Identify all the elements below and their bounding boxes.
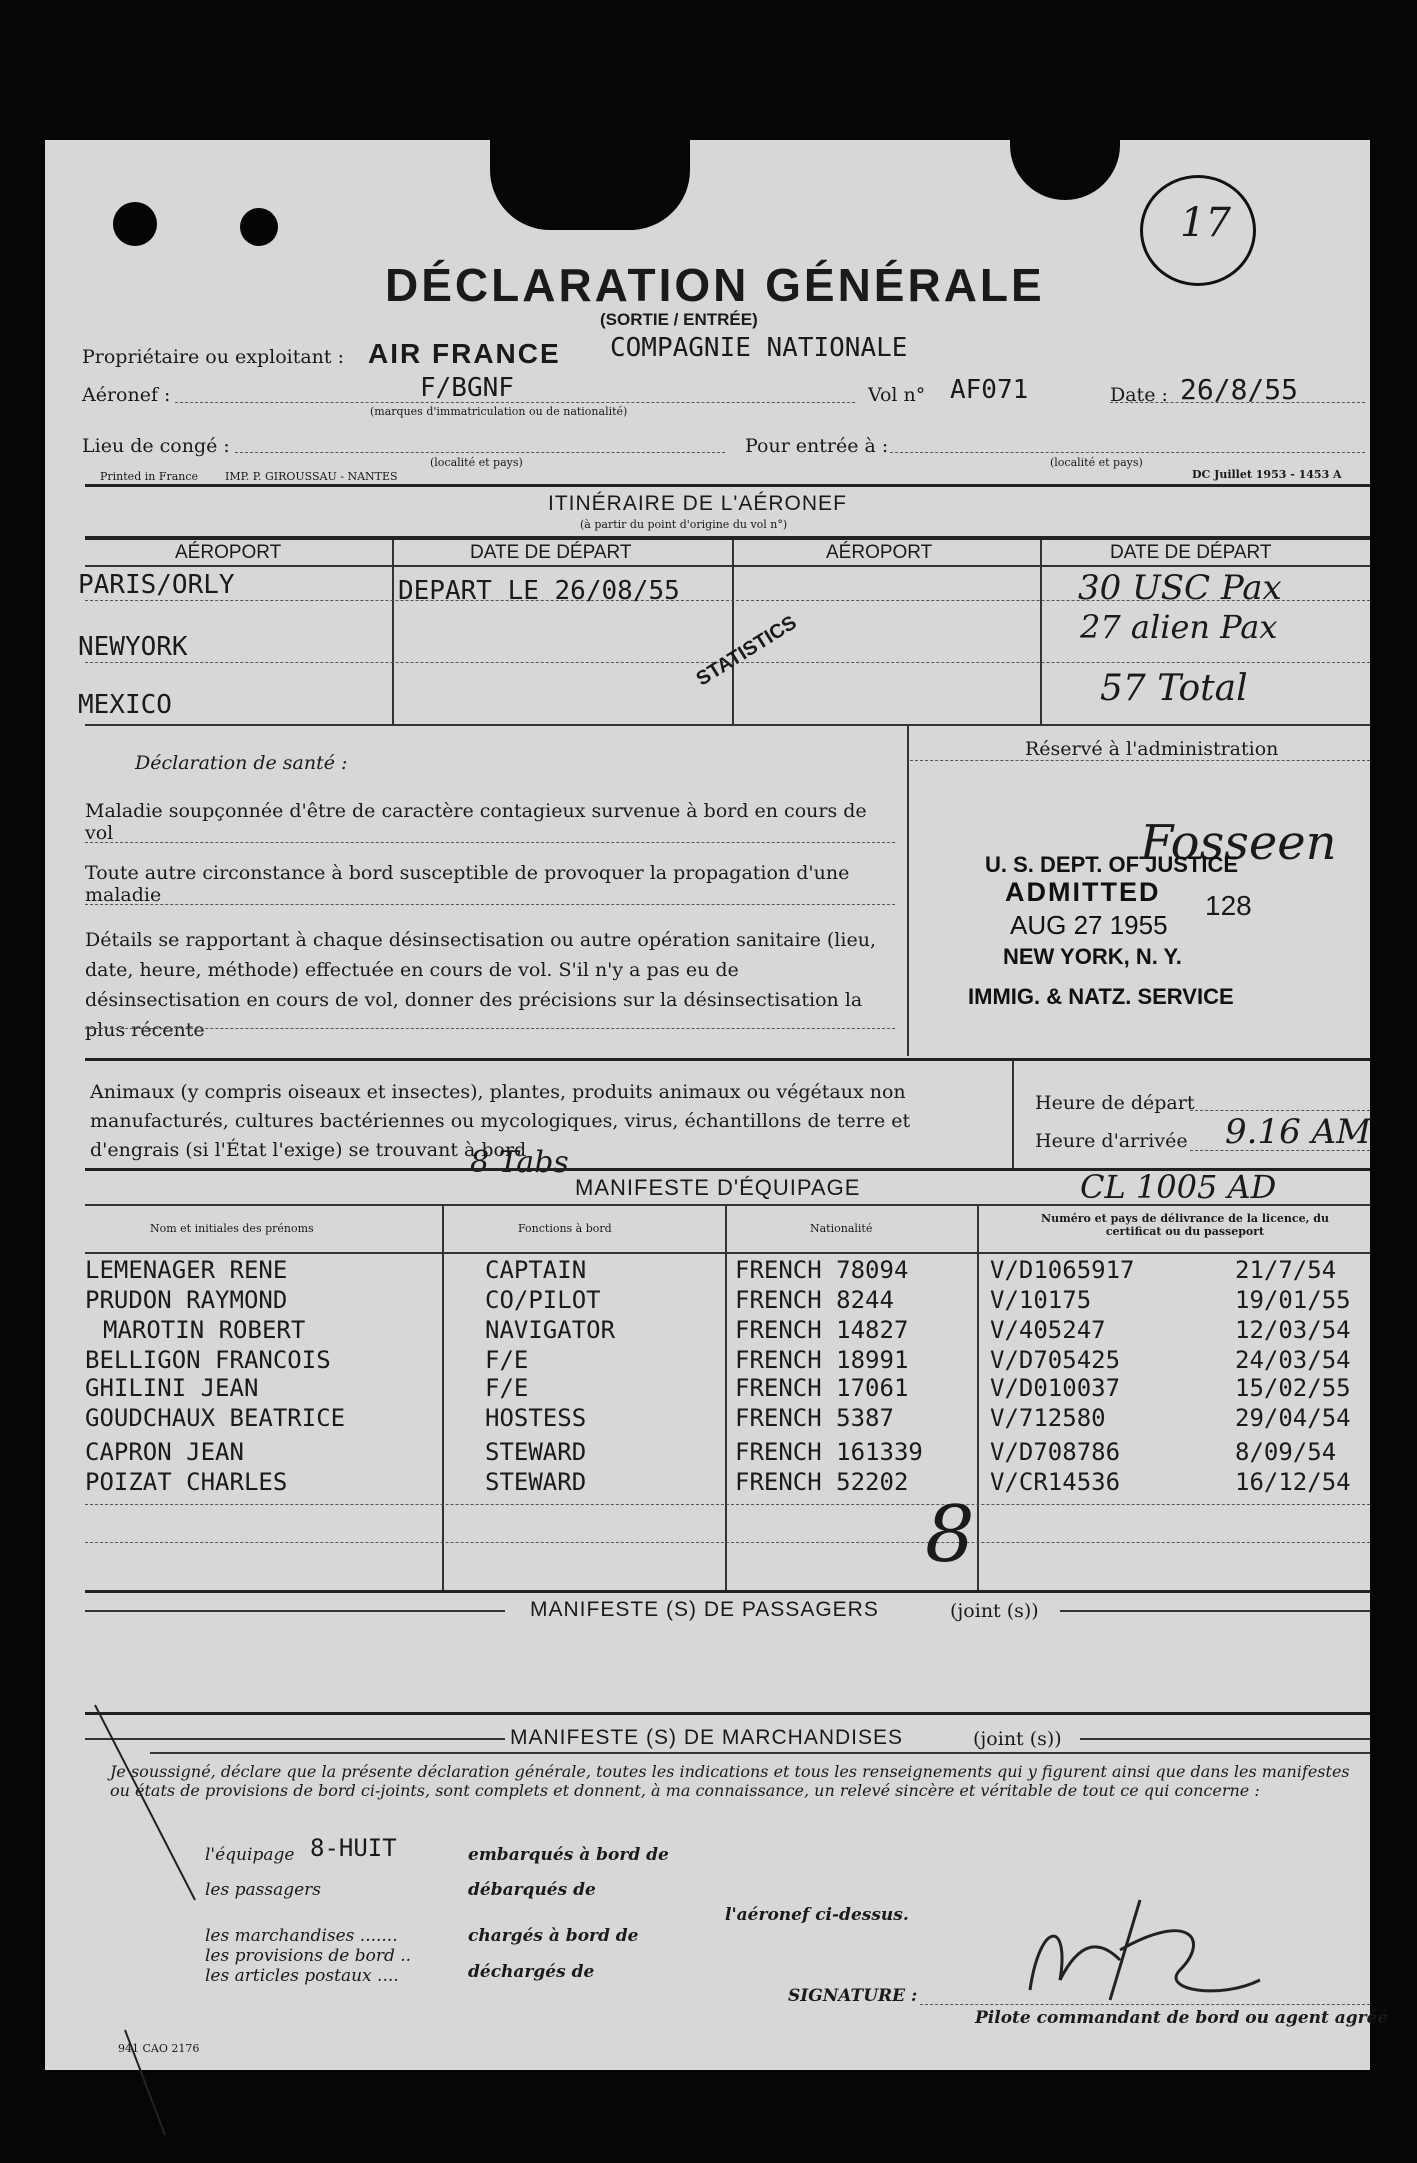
crew-handwritten-count: 8 [925, 1490, 975, 1580]
crew-count-label: l'équipage [205, 1845, 295, 1865]
passengers-title: MANIFESTE (S) DE PASSAGERS [530, 1598, 879, 1621]
flight-label: Vol n° [868, 384, 926, 406]
crew-role: CAPTAIN [485, 1256, 587, 1284]
divider [85, 724, 1370, 726]
divider [1080, 1738, 1370, 1740]
stray-pen-mark [85, 1700, 215, 2140]
crew-handwritten-note: CL 1005 AD [1080, 1168, 1277, 1206]
divider [85, 1590, 1370, 1593]
itinerary-departure: DEPART LE 26/08/55 [398, 576, 680, 606]
divider [85, 536, 1370, 540]
punch-hole [113, 202, 157, 246]
divider [85, 1058, 1370, 1061]
itinerary-header-airport-1: AÉROPORT [175, 542, 282, 563]
health-title: Déclaration de santé : [135, 752, 348, 774]
crew-name: GHILINI JEAN [85, 1374, 259, 1402]
stamp-number: 128 [1205, 890, 1252, 921]
stamp-dept: U. S. DEPT. OF JUSTICE [985, 852, 1239, 877]
animals-text: Animaux (y compris oiseaux et insectes), plantes, produits animaux ou végétaux non manufacturés, cultures bactériennes ou mycologiques, virus, échantillons de terre et d'engrais (si l'État l'exige) se trouvant à bord [90, 1081, 911, 1161]
date-value: 26/8/55 [1180, 373, 1299, 406]
crew-nationality: FRENCH 14827 [735, 1316, 909, 1344]
itinerary-airport-3: MEXICO [78, 690, 172, 720]
embarked-label: embarqués à bord de [468, 1845, 669, 1865]
crew-name: POIZAT CHARLES [85, 1468, 288, 1496]
crew-document: V/10175 [990, 1286, 1092, 1314]
crew-role: STEWARD [485, 1468, 587, 1496]
owner-value-2: COMPAGNIE NATIONALE [610, 333, 908, 363]
itinerary-header-date-2: DATE DE DÉPART [1110, 542, 1272, 563]
crew-doc-date: 15/02/55 [1235, 1374, 1351, 1402]
departure-place-note: (localité et pays) [430, 456, 523, 469]
entry-place-label: Pour entrée à : [745, 435, 889, 457]
arrival-time-label: Heure d'arrivée [1035, 1130, 1188, 1152]
departure-time-label: Heure de départ [1035, 1092, 1195, 1114]
punch-hole [240, 208, 278, 246]
date-line [1110, 402, 1365, 403]
crew-nationality: FRENCH 5387 [735, 1404, 894, 1432]
crew-doc-date: 21/7/54 [1235, 1256, 1337, 1284]
handwritten-total: 57 Total [1100, 668, 1248, 709]
column-divider [392, 540, 394, 725]
goods-count-label: les marchandises ....... [205, 1926, 398, 1946]
aircraft-above-label: l'aéronef ci-dessus. [725, 1905, 909, 1925]
entry-place-line [890, 452, 1365, 453]
owner-label: Propriétaire ou exploitant : [82, 346, 344, 368]
divider [85, 484, 1370, 487]
crew-doc-date: 24/03/54 [1235, 1346, 1351, 1374]
admin-signature: Fosseen [1140, 815, 1337, 871]
crew-role: F/E [485, 1374, 529, 1402]
crew-count-value: 8-HUIT [310, 1834, 397, 1862]
arrival-time-value: 9.16 AM [1225, 1112, 1371, 1152]
stamp-date: AUG 27 1955 [1010, 910, 1168, 940]
crew-doc-date: 29/04/54 [1235, 1404, 1351, 1432]
pilot-signature [1010, 1880, 1280, 2010]
departure-place-line [235, 452, 725, 453]
column-divider [1012, 1060, 1014, 1168]
crew-name: LEMENAGER RENE [85, 1256, 288, 1284]
signature-label: SIGNATURE : [788, 1986, 918, 2006]
health-blank-line [85, 904, 895, 905]
pilot-label: Pilote commandant de bord ou agent agréé [975, 2008, 1389, 2028]
itinerary-title: ITINÉRAIRE DE L'AÉRONEF [548, 492, 847, 515]
crew-table [85, 1256, 1370, 1498]
crew-name: MAROTIN ROBERT [103, 1316, 306, 1344]
handwritten-usc-pax: 30 USC Pax [1078, 568, 1282, 608]
crew-nationality: FRENCH 161339 [735, 1438, 923, 1466]
health-line-1: Maladie soupçonnée d'être de caractère contagieux survenue à bord en cours de vol [85, 800, 867, 844]
handwritten-alien-pax: 27 alien Pax [1080, 608, 1278, 646]
table-row [85, 1316, 1370, 1346]
crew-document: V/D1065917 [990, 1256, 1135, 1284]
form-code: 941 CAO 2176 [118, 2042, 200, 2055]
declaration-text: Je soussigné, déclare que la présente déclaration générale, toutes les indications et tous les renseignements qui y figurent ainsi que dans les manifestes ou états de provisions de bord ci-joints, sont complets et donnent, à ma connaissance, un relevé sincère et véritable de tout ce qui concerne : [110, 1762, 1350, 1800]
page-subtitle: (SORTIE / ENTRÉE) [600, 310, 758, 329]
entry-place-note: (localité et pays) [1050, 456, 1143, 469]
itinerary-header-airport-2: AÉROPORT [826, 542, 933, 563]
page-title: DÉCLARATION GÉNÉRALE [385, 259, 1045, 311]
divider [85, 1204, 1370, 1206]
itinerary-subtitle: (à partir du point d'origine du vol n°) [580, 518, 788, 531]
row-line [85, 1542, 1370, 1543]
crew-nationality: FRENCH 8244 [735, 1286, 894, 1314]
animals-handwritten: 8 Tabs [470, 1145, 569, 1180]
health-blank-line [85, 842, 895, 843]
crew-role: CO/PILOT [485, 1286, 601, 1314]
itinerary-header-date-1: DATE DE DÉPART [470, 542, 632, 563]
crew-doc-date: 16/12/54 [1235, 1468, 1351, 1496]
admin-line [910, 760, 1370, 761]
stamp-admitted: ADMITTED [1005, 877, 1161, 907]
crew-name: BELLIGON FRANCOIS [85, 1346, 331, 1374]
date-label: Date : [1110, 384, 1168, 406]
crew-name: GOUDCHAUX BEATRICE [85, 1404, 346, 1432]
itinerary-airport-1: PARIS/ORLY [78, 570, 235, 600]
crew-header-name: Nom et initiales des prénoms [150, 1222, 314, 1235]
crew-role: NAVIGATOR [485, 1316, 616, 1344]
column-divider [732, 540, 734, 725]
crew-doc-date: 12/03/54 [1235, 1316, 1351, 1344]
crew-nationality: FRENCH 18991 [735, 1346, 909, 1374]
crew-doc-date: 8/09/54 [1235, 1438, 1337, 1466]
crew-document: V/405247 [990, 1316, 1106, 1344]
printer-mid: IMP. P. GIROUSSAU - NANTES [225, 470, 398, 483]
itinerary-airport-2: NEWYORK [78, 632, 188, 662]
crew-document: V/D010037 [990, 1374, 1121, 1402]
crew-nationality: FRENCH 17061 [735, 1374, 909, 1402]
crew-name: PRUDON RAYMOND [85, 1286, 288, 1314]
crew-header-nationality: Nationalité [810, 1222, 873, 1235]
stamp-service: IMMIG. & NATZ. SERVICE [968, 984, 1234, 1009]
stamp-city: NEW YORK, N. Y. [1003, 944, 1182, 969]
loaded-label: chargés à bord de [468, 1926, 639, 1946]
divider [85, 1712, 1370, 1715]
row-line [85, 1504, 1370, 1505]
crew-nationality: FRENCH 78094 [735, 1256, 909, 1284]
crew-nationality: FRENCH 52202 [735, 1468, 909, 1496]
crew-doc-date: 19/01/55 [1235, 1286, 1351, 1314]
crew-role: F/E [485, 1346, 529, 1374]
table-row [85, 1438, 1370, 1468]
disembarked-label: débarqués de [468, 1880, 596, 1900]
postal-label: les articles postaux .... [205, 1966, 399, 1986]
statistics-stamp: STATISTICS [692, 611, 801, 691]
health-line-2: Toute autre circonstance à bord susceptible de provoquer la propagation d'une maladie [85, 862, 850, 906]
goods-joint: (joint (s)) [973, 1728, 1062, 1750]
crew-document: V/712580 [990, 1404, 1106, 1432]
aircraft-label: Aéronef : [82, 384, 171, 406]
table-row [85, 1346, 1370, 1374]
goods-title: MANIFESTE (S) DE MARCHANDISES [510, 1726, 904, 1749]
aircraft-value: F/BGNF [420, 373, 514, 403]
table-row [85, 1374, 1370, 1404]
passengers-count-label: les passagers [205, 1880, 322, 1900]
printer-right: DC Juillet 1953 - 1453 A [1192, 468, 1342, 481]
crew-role: HOSTESS [485, 1404, 587, 1432]
arrival-time-line [1190, 1150, 1370, 1151]
aircraft-line [175, 402, 855, 403]
crew-document: V/D708786 [990, 1438, 1121, 1466]
flight-value: AF071 [950, 375, 1029, 405]
owner-value: AIR FRANCE [368, 338, 561, 369]
divider [1060, 1610, 1370, 1612]
provisions-label: les provisions de bord .. [205, 1946, 412, 1966]
divider [85, 1610, 505, 1612]
crew-name: CAPRON JEAN [85, 1438, 244, 1466]
crew-role: STEWARD [485, 1438, 587, 1466]
divider [150, 1752, 1370, 1754]
table-row [85, 1256, 1370, 1286]
aircraft-note: (marques d'immatriculation ou de nationalité) [370, 405, 628, 418]
table-row [85, 1468, 1370, 1498]
divider [85, 1252, 1370, 1254]
crew-title: MANIFESTE D'ÉQUIPAGE [575, 1175, 861, 1200]
crew-document: V/CR14536 [990, 1468, 1121, 1496]
departure-place-label: Lieu de congé : [82, 435, 230, 457]
crew-document: V/D705425 [990, 1346, 1121, 1374]
divider [85, 565, 1370, 567]
health-blank-line [85, 1028, 895, 1029]
health-line-3: Détails se rapportant à chaque désinsectisation ou autre opération sanitaire (lieu, date, heure, méthode) effectuée en cours de vol. S'il n'y a pas eu de désinsectisation en cours de vol, donner des précisions sur la désinsectisation la plus récente [85, 929, 876, 1041]
unloaded-label: déchargés de [468, 1962, 595, 1982]
admin-label: Réservé à l'administration [1025, 738, 1279, 760]
printer-left: Printed in France [100, 470, 199, 483]
paper-tear [490, 140, 690, 230]
departure-time-line [1190, 1110, 1370, 1111]
page-number: 17 [1180, 200, 1231, 246]
table-row [85, 1286, 1370, 1316]
crew-header-document: Numéro et pays de délivrance de la licence, du certificat ou du passeport [1041, 1212, 1329, 1238]
column-divider [907, 726, 909, 1056]
crew-header-role: Fonctions à bord [518, 1222, 612, 1235]
column-divider [1040, 540, 1042, 725]
passengers-joint: (joint (s)) [950, 1600, 1039, 1622]
table-row [85, 1404, 1370, 1438]
